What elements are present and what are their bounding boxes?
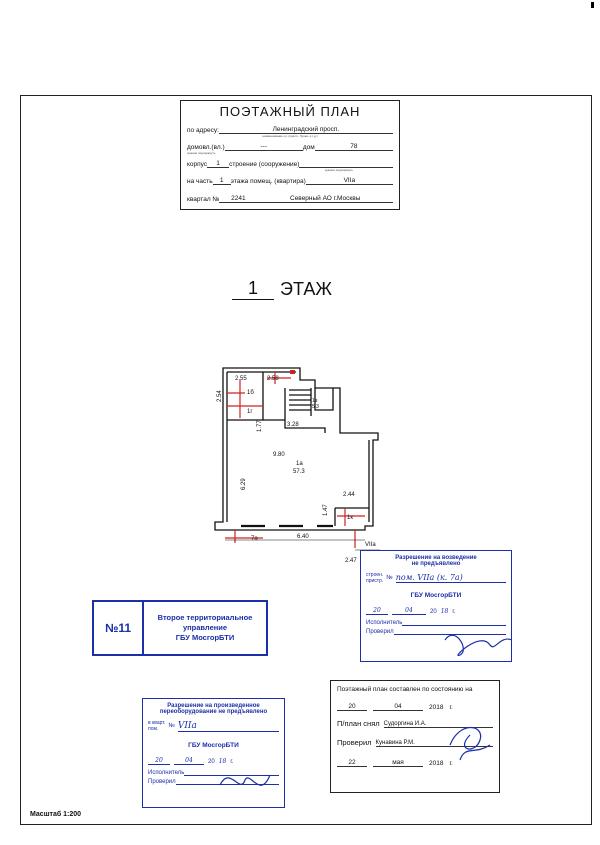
plan-by-label: П/план снял xyxy=(337,719,380,728)
dim-label: 6.29 xyxy=(241,478,247,490)
floor-plan-drawing xyxy=(205,358,380,573)
room-label: 1в xyxy=(312,398,318,404)
kvartal-label: квартал № xyxy=(187,196,220,203)
room-area: 57.3 xyxy=(293,469,305,475)
stamp-territorial xyxy=(92,600,268,656)
stamp-org: ГБУ МосгорБТИ xyxy=(410,592,462,599)
domovl-value: --- xyxy=(225,143,303,151)
chast-value: 1 xyxy=(213,177,231,185)
address-value: Ленинградский просп. xyxy=(219,126,393,134)
stamp-handwritten-value: VIIa xyxy=(178,721,279,732)
signature-mark xyxy=(440,620,520,665)
stamp-line: ГБУ МосгорБТИ xyxy=(175,633,235,642)
stamp-year-prefix: 20 xyxy=(208,759,215,765)
scale-label: Масштаб 1:200 xyxy=(30,811,82,818)
stamp-year-suffix: г. xyxy=(452,609,456,615)
checked-by-label: Проверил xyxy=(337,738,372,747)
etazh-label: этажа помещ. (квартира) xyxy=(230,178,306,185)
plan-by-name: Судоргина И.А. xyxy=(384,721,493,728)
room-label: 1к xyxy=(347,515,353,521)
stamp-subtitle: переоборудование не предъявлено xyxy=(159,709,268,715)
address-hint: наименование ул. (просп., бульв. и т.д.) xyxy=(262,134,318,138)
floor-label: ЭТАЖ xyxy=(280,279,332,299)
stamp-org: ГБУ МосгорБТИ xyxy=(188,742,239,749)
okrug-value: Северный АО г.Москвы xyxy=(257,195,393,203)
kvartal-value: 2241 xyxy=(219,195,257,203)
stamp-day: 20 xyxy=(366,607,388,615)
room-label: 7а xyxy=(251,536,258,542)
stamp-executor-label: Исполнитель xyxy=(366,620,403,626)
dim-label: 3.28 xyxy=(287,422,299,428)
korpus-value: 1 xyxy=(207,160,229,168)
dim-label: 2.44 xyxy=(343,492,355,498)
address-label: по адресу: xyxy=(187,127,219,134)
floor-heading xyxy=(232,278,332,300)
status-day: 20 xyxy=(337,703,367,711)
number-hint: нужное подчеркнуть xyxy=(187,151,216,155)
dim-label: 1.77 xyxy=(257,420,263,432)
dim-label: 9.80 xyxy=(273,452,285,458)
stamp-day: 20 xyxy=(148,757,170,765)
stamp-checker-label: Проверил xyxy=(366,629,394,635)
stamp-field-label: в кварт. xyxy=(148,720,166,726)
room-label: 1б xyxy=(247,390,254,396)
stamp-no-label: № xyxy=(386,575,393,581)
title-block xyxy=(180,100,400,210)
dim-label: 2.54 xyxy=(217,390,223,402)
check-year: 2018 xyxy=(429,760,444,767)
stamp-year: 18 xyxy=(440,608,449,615)
plan-title: ПОЭТАЖНЫЙ ПЛАН xyxy=(219,104,361,119)
check-day: 22 xyxy=(337,759,367,767)
dim-label: 1.47 xyxy=(323,504,329,516)
stamp-month: 04 xyxy=(174,757,204,765)
stamp-checker-label: Проверил xyxy=(148,779,176,785)
room-area: 5.3 xyxy=(312,404,319,410)
dom-label: дом xyxy=(302,144,315,151)
stamp-number: №11 xyxy=(94,602,144,654)
stamp-line: Второе территориальное xyxy=(157,613,253,622)
stamp-field-label: пристр. xyxy=(366,578,384,584)
floor-number: 1 xyxy=(232,278,274,300)
stamp-line: управление xyxy=(182,623,228,632)
dim-label: 6.40 xyxy=(297,534,309,540)
stroenie-hint: нужное подчеркнуть xyxy=(324,168,353,172)
dim-label: 2.47 xyxy=(345,558,357,564)
stamp-year-suffix: г. xyxy=(230,759,234,765)
dom-value: 78 xyxy=(315,143,393,151)
check-year-suffix: г. xyxy=(449,760,453,767)
stamp-title: Разрешение на возведение xyxy=(395,555,477,561)
checked-by-name: Кунавина Р.М. xyxy=(376,740,493,747)
stamp-field-label: пом. xyxy=(148,726,159,732)
unit-label: VIIa xyxy=(365,542,376,548)
signature-mark xyxy=(215,760,275,805)
etazh-value: VIIa xyxy=(306,177,393,185)
stroenie-label: строение (сооружение) xyxy=(229,161,300,168)
stamp-no-label: № xyxy=(168,723,175,729)
korpus-label: корпус xyxy=(187,161,208,168)
chast-label: на часть xyxy=(187,178,213,185)
check-month: мая xyxy=(373,759,423,767)
stamp-title: Разрешение на произведенное xyxy=(167,703,260,709)
status-year-suffix: г. xyxy=(449,704,453,711)
stamp-year-prefix: 20 xyxy=(430,609,437,615)
corner-mark xyxy=(591,2,594,8)
signature-mark xyxy=(440,715,500,765)
domovl-label: домовл.(вл.) xyxy=(187,144,225,151)
stamp-month: 04 xyxy=(392,607,426,615)
stamp-executor-label: Исполнитель xyxy=(148,770,185,776)
dim-label: 2.55 xyxy=(235,376,247,382)
status-caption: Поэтажный план составлен по состоянию на xyxy=(337,686,473,693)
stamp-subtitle: не предъявлено xyxy=(411,561,461,567)
room-label: 1г xyxy=(247,409,253,415)
status-month: 04 xyxy=(373,703,423,711)
stamp-handwritten-value: пом. VIIa (к. 7а) xyxy=(396,573,506,583)
stamp-field-label: строен. xyxy=(366,572,384,578)
dim-label: 2.58 xyxy=(267,376,279,382)
room-label: 1а xyxy=(296,461,303,467)
stamp-year: 18 xyxy=(218,758,227,765)
status-year: 2018 xyxy=(429,704,444,711)
